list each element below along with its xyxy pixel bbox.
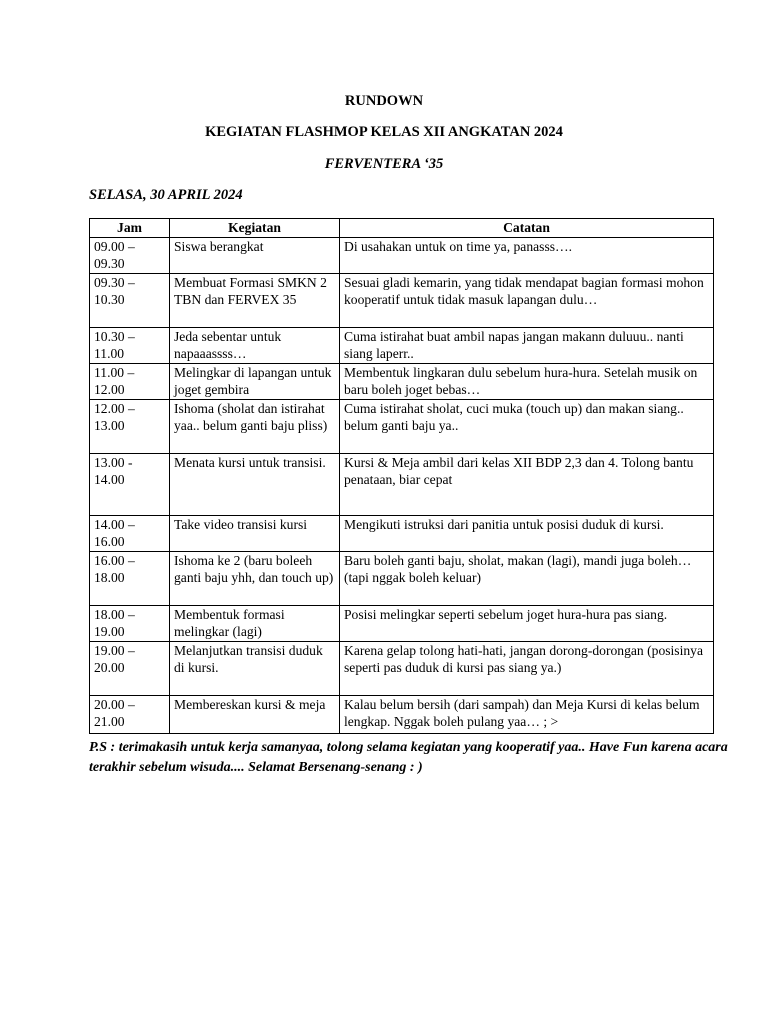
event-date: SELASA, 30 APRIL 2024	[89, 187, 243, 203]
table-row	[90, 400, 714, 454]
rundown-table	[89, 218, 714, 734]
cell-jam: 10.30 – 11.00	[90, 328, 170, 364]
table-row	[90, 642, 714, 696]
column-header-jam: Jam	[90, 219, 170, 238]
cell-catatan: Sesuai gladi kemarin, yang tidak mendapat bagian formasi mohon kooperatif untuk tidak masuk lapangan dulu…	[340, 274, 714, 328]
table-row	[90, 606, 714, 642]
cell-jam: 11.00 – 12.00	[90, 364, 170, 400]
column-header-catatan: Catatan	[340, 219, 714, 238]
cell-kegiatan: Jeda sebentar untuk napaaassss…	[170, 328, 340, 364]
cell-catatan: Kalau belum bersih (dari sampah) dan Meja Kursi di kelas belum lengkap. Nggak boleh pulang yaa… ; >	[340, 696, 714, 734]
cell-jam: 20.00 – 21.00	[90, 696, 170, 734]
table-row	[90, 454, 714, 516]
event-name: FERVENTERA ‘35	[324, 156, 444, 172]
cell-catatan: Cuma istirahat sholat, cuci muka (touch up) dan makan siang.. belum ganti baju ya..	[340, 400, 714, 454]
cell-kegiatan: Membentuk formasi melingkar (lagi)	[170, 606, 340, 642]
table-row	[90, 552, 714, 606]
cell-kegiatan: Membuat Formasi SMKN 2 TBN dan FERVEX 35	[170, 274, 340, 328]
cell-catatan: Di usahakan untuk on time ya, panasss….	[340, 238, 714, 274]
table-row	[90, 516, 714, 552]
cell-kegiatan: Siswa berangkat	[170, 238, 340, 274]
cell-catatan: Cuma istirahat buat ambil napas jangan makann duluuu.. nanti siang laperr..	[340, 328, 714, 364]
cell-catatan: Posisi melingkar seperti sebelum joget hura-hura pas siang.	[340, 606, 714, 642]
cell-jam: 12.00 – 13.00	[90, 400, 170, 454]
cell-kegiatan: Membereskan kursi & meja	[170, 696, 340, 734]
cell-kegiatan: Melingkar di lapangan untuk joget gembira	[170, 364, 340, 400]
document-title: RUNDOWN	[344, 93, 424, 109]
cell-catatan: Baru boleh ganti baju, sholat, makan (lagi), mandi juga boleh… (tapi nggak boleh keluar)	[340, 552, 714, 606]
table-header-row	[90, 219, 714, 238]
table-row	[90, 274, 714, 328]
table-row	[90, 364, 714, 400]
table-row	[90, 238, 714, 274]
table-row	[90, 328, 714, 364]
cell-kegiatan: Melanjutkan transisi duduk di kursi.	[170, 642, 340, 696]
cell-jam: 18.00 – 19.00	[90, 606, 170, 642]
cell-kegiatan: Ishoma ke 2 (baru boleeh ganti baju yhh, dan touch up)	[170, 552, 340, 606]
document-subtitle: KEGIATAN FLASHMOP KELAS XII ANGKATAN 2024	[205, 124, 563, 140]
cell-catatan: Kursi & Meja ambil dari kelas XII BDP 2,3 dan 4. Tolong bantu penataan, biar cepat	[340, 454, 714, 516]
cell-catatan: Membentuk lingkaran dulu sebelum hura-hura. Setelah musik on baru boleh joget bebas…	[340, 364, 714, 400]
cell-jam: 14.00 – 16.00	[90, 516, 170, 552]
cell-catatan: Mengikuti istruksi dari panitia untuk posisi duduk di kursi.	[340, 516, 714, 552]
cell-jam: 16.00 – 18.00	[90, 552, 170, 606]
cell-kegiatan: Menata kursi untuk transisi.	[170, 454, 340, 516]
cell-catatan: Karena gelap tolong hati-hati, jangan dorong-dorongan (posisinya seperti pas duduk di kursi pas siang ya.)	[340, 642, 714, 696]
column-header-kegiatan: Kegiatan	[170, 219, 340, 238]
cell-kegiatan: Ishoma (sholat dan istirahat yaa.. belum ganti baju pliss)	[170, 400, 340, 454]
cell-jam: 09.30 – 10.30	[90, 274, 170, 328]
cell-jam: 09.00 – 09.30	[90, 238, 170, 274]
cell-kegiatan: Take video transisi kursi	[170, 516, 340, 552]
postscript-note: P.S : terimakasih untuk kerja samanyaa, tolong selama kegiatan yang kooperatif yaa.. Have Fun karena acara terakhir sebelum wisuda.... Selamat Bersenang-senang : )	[89, 740, 728, 775]
cell-jam: 19.00 – 20.00	[90, 642, 170, 696]
cell-jam: 13.00 - 14.00	[90, 454, 170, 516]
table-row	[90, 696, 714, 734]
